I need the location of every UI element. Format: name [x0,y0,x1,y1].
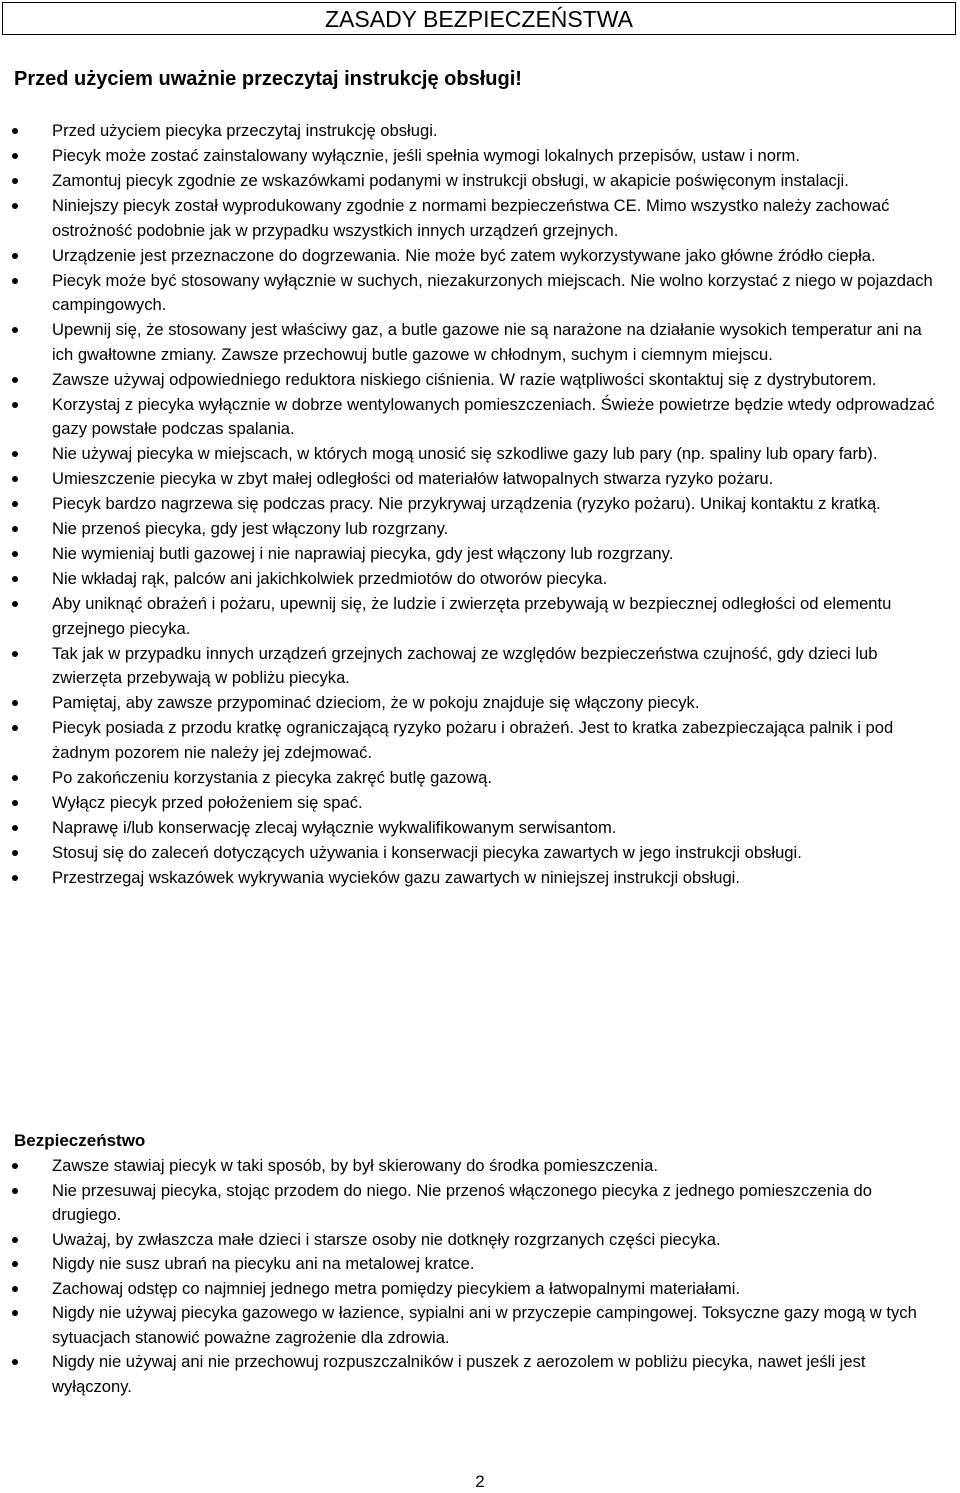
list-item: Nie przesuwaj piecyka, stojąc przodem do niego. Nie przenoś włączonego piecyka z jednego pomieszczenia do drugiego. [0,1179,945,1228]
list-item: Przestrzegaj wskazówek wykrywania wycieków gazu zawartych w niniejszej instrukcji obsługi. [0,866,945,891]
list-item: Nie używaj piecyka w miejscach, w których mogą unosić się szkodliwe gazy lub pary (np. spaliny lub opary farb). [0,442,945,467]
list-item: Nigdy nie używaj piecyka gazowego w łazience, sypialni ani w przyczepie campingowej. Toksyczne gazy mogą w tych sytuacjach stanowić poważne zagrożenie dla zdrowia. [0,1301,945,1350]
list-item: Nie wymieniaj butli gazowej i nie naprawiaj piecyka, gdy jest włączony lub rozgrzany. [0,542,945,567]
list-item: Zawsze stawiaj piecyk w taki sposób, by był skierowany do środka pomieszczenia. [0,1154,945,1179]
list-item: Stosuj się do zaleceń dotyczących używania i konserwacji piecyka zawartych w jego instrukcji obsługi. [0,841,945,866]
list-item: Korzystaj z piecyka wyłącznie w dobrze wentylowanych pomieszczeniach. Świeże powietrze będzie wtedy odprowadzać gazy powstałe podczas spalania. [0,393,945,442]
list-item: Urządzenie jest przeznaczone do dogrzewania. Nie może być zatem wykorzystywane jako główne źródło ciepła. [0,244,945,269]
safety-list [0,119,945,890]
list-item: Uważaj, by zwłaszcza małe dzieci i starsze osoby nie dotknęły rozgrzanych części piecyka. [0,1228,945,1253]
list-item: Po zakończeniu korzystania z piecyka zakręć butlę gazową. [0,766,945,791]
list-item: Piecyk posiada z przodu kratkę ograniczającą ryzyko pożaru i obrażeń. Jest to kratka zabezpieczająca palnik i pod żadnym pozorem nie należy jej zdejmować. [0,716,945,765]
list-item: Nigdy nie susz ubrań na piecyku ani na metalowej kratce. [0,1252,945,1277]
subtitle: Przed użyciem uważnie przeczytaj instrukcję obsługi! [14,68,522,90]
security-list [0,1154,945,1399]
list-item: Przed użyciem piecyka przeczytaj instrukcję obsługi. [0,119,945,144]
list-item: Naprawę i/lub konserwację zlecaj wyłącznie wykwalifikowanym serwisantom. [0,816,945,841]
page-title: ZASADY BEZPIECZEŃSTWA [2,2,956,35]
list-item: Nie wkładaj rąk, palców ani jakichkolwiek przedmiotów do otworów piecyka. [0,567,945,592]
section-heading: Bezpieczeństwo [14,1131,146,1150]
list-item: Nie przenoś piecyka, gdy jest włączony lub rozgrzany. [0,517,945,542]
list-item: Umieszczenie piecyka w zbyt małej odległości od materiałów łatwopalnych stwarza ryzyko pożaru. [0,467,945,492]
list-item: Nigdy nie używaj ani nie przechowuj rozpuszczalników i puszek z aerozolem w pobliżu piecyka, nawet jeśli jest wyłączony. [0,1350,945,1399]
list-item: Zamontuj piecyk zgodnie ze wskazówkami podanymi w instrukcji obsługi, w akapicie poświęconym instalacji. [0,169,945,194]
list-item: Piecyk może zostać zainstalowany wyłącznie, jeśli spełnia wymogi lokalnych przepisów, ustaw i norm. [0,144,945,169]
list-item: Zachowaj odstęp co najmniej jednego metra pomiędzy piecykiem a łatwopalnymi materiałami. [0,1277,945,1302]
list-item: Tak jak w przypadku innych urządzeń grzejnych zachowaj ze względów bezpieczeństwa czujność, gdy dzieci lub zwierzęta przebywają w pobliżu piecyka. [0,642,945,691]
list-item: Piecyk może być stosowany wyłącznie w suchych, niezakurzonych miejscach. Nie wolno korzystać z niego w pojazdach campingowych. [0,269,945,318]
list-item: Niniejszy piecyk został wyprodukowany zgodnie z normami bezpieczeństwa CE. Mimo wszystko należy zachować ostrożność podobnie jak w przypadku wszystkich innych urządzeń grzejnych. [0,194,945,243]
list-item: Upewnij się, że stosowany jest właściwy gaz, a butle gazowe nie są narażone na działanie wysokich temperatur ani na ich gwałtowne zmiany. Zawsze przechowuj butle gazowe w chłodnym, suchym i ciemnym miejscu. [0,318,945,367]
list-item: Aby uniknąć obrażeń i pożaru, upewnij się, że ludzie i zwierzęta przebywają w bezpiecznej odległości od elementu grzejnego piecyka. [0,592,945,641]
list-item: Pamiętaj, aby zawsze przypominać dzieciom, że w pokoju znajduje się włączony piecyk. [0,691,945,716]
list-item: Piecyk bardzo nagrzewa się podczas pracy. Nie przykrywaj urządzenia (ryzyko pożaru). Unikaj kontaktu z kratką. [0,492,945,517]
list-item: Zawsze używaj odpowiedniego reduktora niskiego ciśnienia. W razie wątpliwości skontaktuj się z dystrybutorem. [0,368,945,393]
page-number: 2 [475,1472,485,1491]
list-item: Wyłącz piecyk przed położeniem się spać. [0,791,945,816]
